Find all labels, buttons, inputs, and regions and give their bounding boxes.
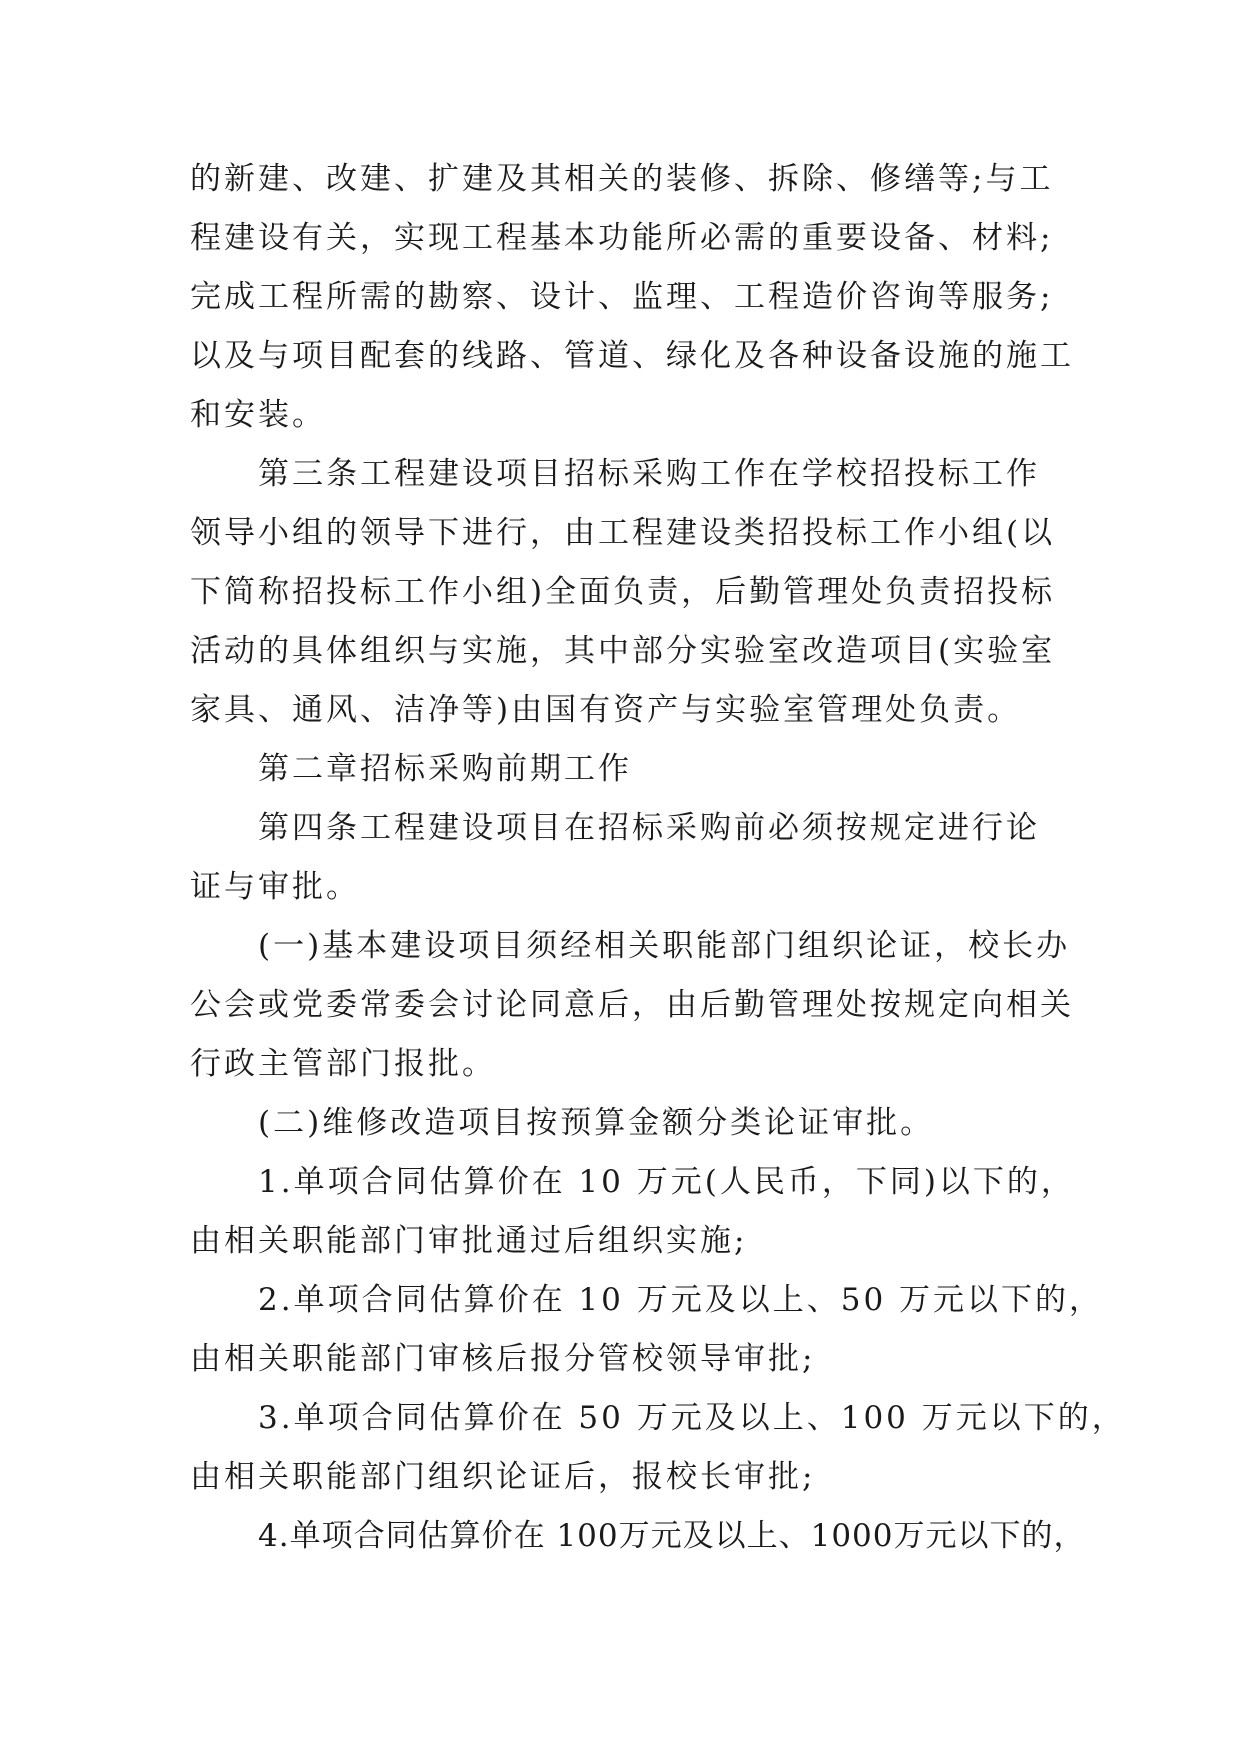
text-line: 和安装。 [190, 397, 326, 433]
item-1-line: 1.单项合同估算价在 10 万元(人民币，下同)以下的， [258, 1164, 1075, 1200]
text-line: 领导小组的领导下进行，由工程建设类招投标工作小组(以 [190, 515, 1056, 551]
article-3-line: 第三条工程建设项目招标采购工作在学校招投标工作 [258, 456, 1040, 492]
text-line: 家具、通风、洁净等)由国有资产与实验室管理处负责。 [190, 692, 1022, 728]
document-body [190, 150, 1126, 1566]
chapter-heading: 第二章招标采购前期工作 [258, 751, 632, 787]
item-3-line: 3.单项合同估算价在 50 万元及以上、100 万元以下的， [258, 1400, 1126, 1436]
clause-2-line: (二)维修改造项目按预算金额分类论证审批。 [258, 1105, 935, 1141]
text-line: 的新建、改建、扩建及其相关的装修、拆除、修缮等;与工 [190, 161, 1054, 197]
text-line: 下简称招投标工作小组)全面负责，后勤管理处负责招投标 [190, 574, 1056, 610]
text-line: 以及与项目配套的线路、管道、绿化及各种设备设施的施工 [190, 338, 1074, 374]
text-line: 由相关职能部门组织论证后，报校长审批; [190, 1459, 816, 1495]
article-4-line: 第四条工程建设项目在招标采购前必须按规定进行论 [258, 810, 1040, 846]
text-line: 完成工程所需的勘察、设计、监理、工程造价咨询等服务; [190, 279, 1054, 315]
text-line: 公会或党委常委会讨论同意后，由后勤管理处按规定向相关 [190, 987, 1074, 1023]
text-line: 由相关职能部门审核后报分管校领导审批; [190, 1341, 816, 1377]
clause-1-line: (一)基本建设项目须经相关职能部门组织论证，校长办 [258, 928, 1071, 964]
text-line: 证与审批。 [190, 869, 360, 905]
text-line: 由相关职能部门审批通过后组织实施; [190, 1223, 748, 1259]
text-line: 行政主管部门报批。 [190, 1046, 496, 1082]
text-line: 程建设有关，实现工程基本功能所必需的重要设备、材料; [190, 220, 1054, 256]
text-line: 活动的具体组织与实施，其中部分实验室改造项目(实验室 [190, 633, 1056, 669]
item-2-line: 2.单项合同估算价在 10 万元及以上、50 万元以下的， [258, 1282, 1104, 1318]
item-4-line: 4.单项合同估算价在 100万元及以上、1000万元以下的， [258, 1518, 1086, 1554]
